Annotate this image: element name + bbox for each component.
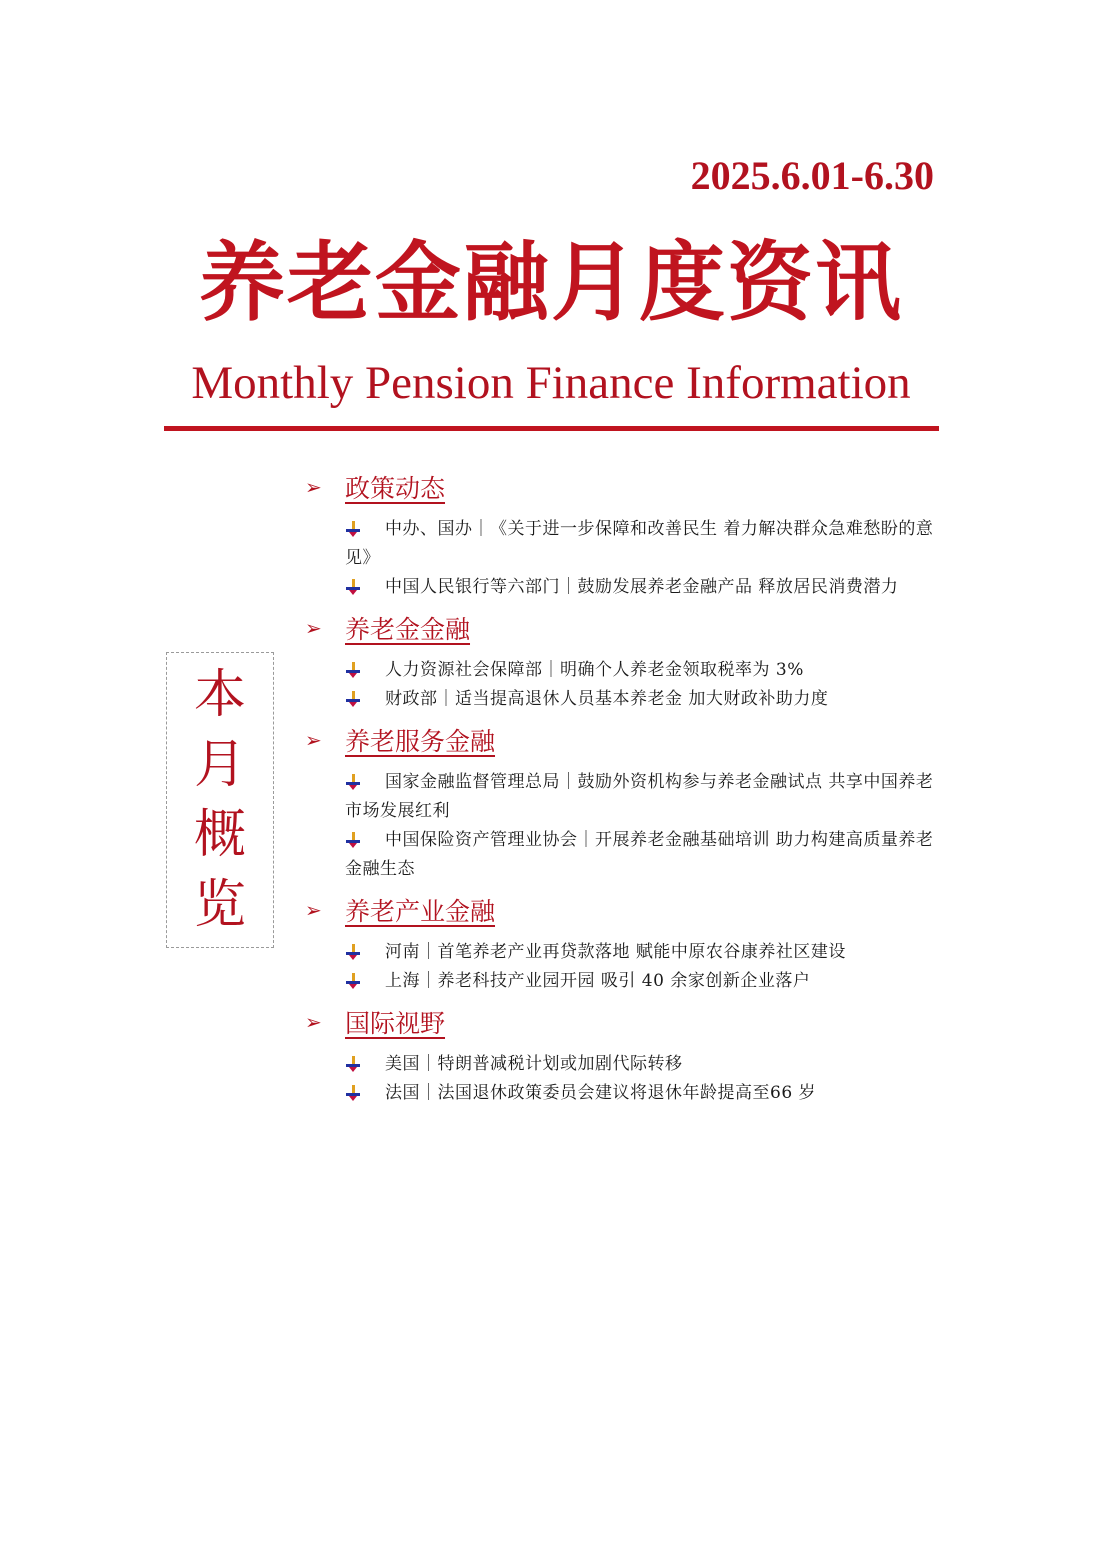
list-item[interactable] bbox=[345, 1079, 935, 1108]
section-title-link[interactable]: 养老服务金融 bbox=[345, 727, 496, 756]
page-subtitle: Monthly Pension Finance Information bbox=[191, 357, 911, 409]
contents-list bbox=[305, 463, 935, 1112]
pin-bullet-icon bbox=[345, 521, 361, 537]
section-items bbox=[345, 1050, 935, 1108]
list-item[interactable] bbox=[345, 768, 935, 826]
pin-bullet-icon bbox=[345, 691, 361, 707]
section-items bbox=[345, 515, 935, 602]
list-item[interactable] bbox=[345, 967, 935, 996]
section-title-link[interactable]: 养老金金融 bbox=[345, 615, 471, 644]
pin-bullet-icon bbox=[345, 1056, 361, 1072]
date-range: 2025.6.01-6.30 bbox=[690, 153, 934, 198]
list-item-text: 美国｜特朗普减税计划或加剧代际转移 bbox=[385, 1054, 683, 1074]
list-item[interactable] bbox=[345, 685, 935, 714]
list-item[interactable] bbox=[345, 826, 935, 884]
section-heading[interactable] bbox=[305, 465, 935, 509]
list-item[interactable] bbox=[345, 515, 935, 573]
section-heading[interactable] bbox=[305, 1000, 935, 1044]
list-item-text: 河南｜首笔养老产业再贷款落地 赋能中原农谷康养社区建设 bbox=[385, 942, 846, 962]
arrow-right-icon: ➢ bbox=[305, 1010, 322, 1034]
arrow-right-icon: ➢ bbox=[305, 616, 322, 640]
pin-bullet-icon bbox=[345, 832, 361, 848]
pin-bullet-icon bbox=[345, 662, 361, 678]
list-item-text: 国家金融监督管理总局｜鼓励外资机构参与养老金融试点 共享中国养老市场发展红利 bbox=[345, 772, 934, 821]
list-item-text: 法国｜法国退休政策委员会建议将退休年龄提高至66 岁 bbox=[385, 1083, 817, 1103]
list-item[interactable] bbox=[345, 938, 935, 967]
section-pension-industry-finance bbox=[305, 888, 935, 996]
list-item-text: 中办、国办｜《关于进一步保障和改善民生 着力解决群众急难愁盼的意见》 bbox=[345, 519, 934, 568]
section-items bbox=[345, 656, 935, 714]
arrow-right-icon: ➢ bbox=[305, 898, 322, 922]
title-divider bbox=[164, 426, 939, 431]
pin-bullet-icon bbox=[345, 774, 361, 790]
section-international bbox=[305, 1000, 935, 1108]
arrow-right-icon: ➢ bbox=[305, 475, 322, 499]
section-items bbox=[345, 768, 935, 884]
section-title-link[interactable]: 政策动态 bbox=[345, 474, 446, 503]
section-heading[interactable] bbox=[305, 718, 935, 762]
list-item[interactable] bbox=[345, 1050, 935, 1079]
overview-label-char: 概 bbox=[193, 805, 246, 865]
pin-bullet-icon bbox=[345, 973, 361, 989]
list-item[interactable] bbox=[345, 573, 935, 602]
list-item-text: 上海｜养老科技产业园开园 吸引 40 余家创新企业落户 bbox=[385, 971, 811, 991]
section-title-link[interactable]: 养老产业金融 bbox=[345, 897, 496, 926]
section-title-link[interactable]: 国际视野 bbox=[345, 1009, 446, 1038]
list-item[interactable] bbox=[345, 656, 935, 685]
pin-bullet-icon bbox=[345, 944, 361, 960]
overview-label-char: 月 bbox=[193, 735, 246, 795]
section-pension-fund-finance bbox=[305, 606, 935, 714]
list-item-text: 中国保险资产管理业协会｜开展养老金融基础培训 助力构建高质量养老金融生态 bbox=[345, 830, 934, 879]
list-item-text: 人力资源社会保障部｜明确个人养老金领取税率为 3% bbox=[385, 660, 804, 680]
section-items bbox=[345, 938, 935, 996]
pin-bullet-icon bbox=[345, 579, 361, 595]
section-policy bbox=[305, 465, 935, 602]
section-heading[interactable] bbox=[305, 888, 935, 932]
section-heading[interactable] bbox=[305, 606, 935, 650]
list-item-text: 中国人民银行等六部门｜鼓励发展养老金融产品 释放居民消费潜力 bbox=[385, 577, 899, 597]
overview-label-char: 本 bbox=[193, 665, 246, 725]
list-item-text: 财政部｜适当提高退休人员基本养老金 加大财政补助力度 bbox=[385, 689, 829, 709]
arrow-right-icon: ➢ bbox=[305, 728, 322, 752]
overview-label-box bbox=[166, 652, 274, 948]
section-pension-service-finance bbox=[305, 718, 935, 884]
overview-label-char: 览 bbox=[193, 875, 246, 935]
pin-bullet-icon bbox=[345, 1085, 361, 1101]
page-title: 养老金融月度资讯 bbox=[199, 232, 903, 333]
